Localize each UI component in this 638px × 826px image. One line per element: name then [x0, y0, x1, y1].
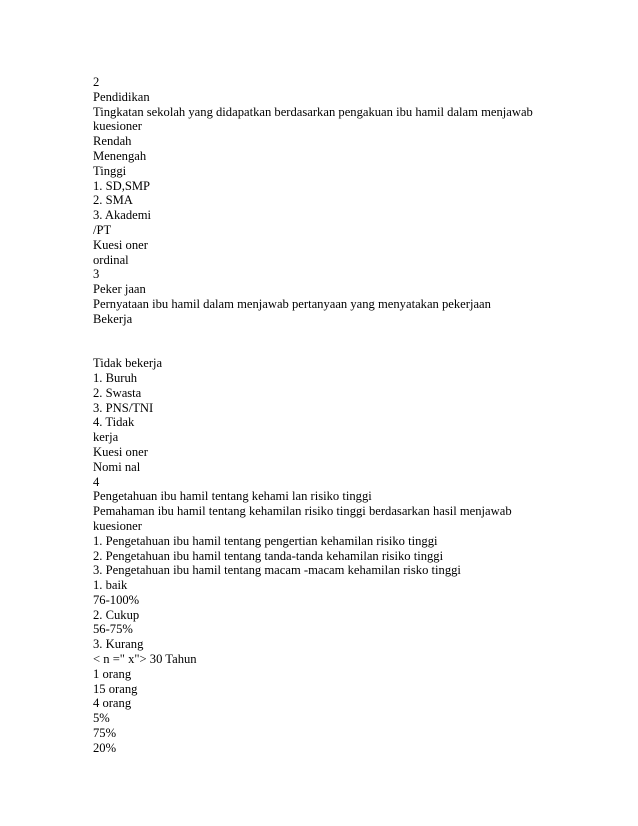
text-line: Bekerja — [93, 311, 133, 326]
text-line: /PT — [93, 222, 112, 237]
text-line: Tidak bekerja — [93, 356, 163, 371]
document-text — [93, 75, 613, 756]
text-line: 4 — [93, 474, 100, 489]
text-line: 1. SD,SMP — [93, 178, 151, 193]
text-line: Pemahaman ibu hamil tentang kehamilan risiko tinggi berdasarkan hasil menjawab — [93, 504, 512, 519]
text-line: kuesioner — [93, 119, 142, 134]
text-line: kerja — [93, 430, 119, 445]
text-line: Kuesi oner — [93, 237, 148, 252]
paragraph-gap — [93, 327, 613, 357]
text-line: 15 orang — [93, 681, 138, 696]
text-line: 5% — [93, 711, 110, 726]
text-line: Rendah — [93, 134, 132, 149]
text-block-pendidikan-pekerjaan — [93, 75, 613, 327]
text-line: 2. Pengetahuan ibu hamil tentang tanda-tanda kehamilan risiko tinggi — [93, 548, 444, 563]
text-line: < n =" x"> 30 Tahun — [93, 652, 197, 667]
text-line: 3. Kurang — [93, 637, 144, 652]
text-line: 4. Tidak — [93, 415, 135, 430]
text-line: Tinggi — [93, 163, 127, 178]
text-line: kuesioner — [93, 518, 142, 533]
text-line: 76-100% — [93, 592, 140, 607]
text-line: Pernyataan ibu hamil dalam menjawab pertanyaan yang menyatakan pekerjaan — [93, 296, 491, 311]
text-line: 4 orang — [93, 696, 132, 711]
text-block-pekerjaan-pengetahuan — [93, 356, 613, 756]
text-line: 3. PNS/TNI — [93, 400, 154, 415]
text-line: 1. Buruh — [93, 370, 138, 385]
text-line: Kuesi oner — [93, 444, 148, 459]
text-line: 20% — [93, 740, 117, 755]
text-line: 75% — [93, 726, 117, 741]
text-line: 1. Pengetahuan ibu hamil tentang pengertian kehamilan risiko tinggi — [93, 533, 438, 548]
text-line: 2. SMA — [93, 193, 133, 208]
text-line: Tingkatan sekolah yang didapatkan berdasarkan pengakuan ibu hamil dalam menjawab — [93, 104, 533, 119]
text-line: Nomi nal — [93, 459, 141, 474]
text-line: 2 — [93, 75, 100, 89]
text-line: Pengetahuan ibu hamil tentang kehami lan risiko tinggi — [93, 489, 372, 504]
text-line: Pendidikan — [93, 89, 150, 104]
text-line: 1. baik — [93, 578, 128, 593]
text-line: ordinal — [93, 252, 129, 267]
text-line: 3. Akademi — [93, 208, 152, 223]
text-line: 1 orang — [93, 666, 132, 681]
text-line: Menengah — [93, 148, 147, 163]
text-line: 2. Cukup — [93, 607, 140, 622]
text-line: 3. Pengetahuan ibu hamil tentang macam -macam kehamilan risko tinggi — [93, 563, 461, 578]
text-line: 2. Swasta — [93, 385, 142, 400]
text-line: Peker jaan — [93, 282, 146, 297]
text-line: 56-75% — [93, 622, 133, 637]
text-line: 3 — [93, 267, 100, 282]
